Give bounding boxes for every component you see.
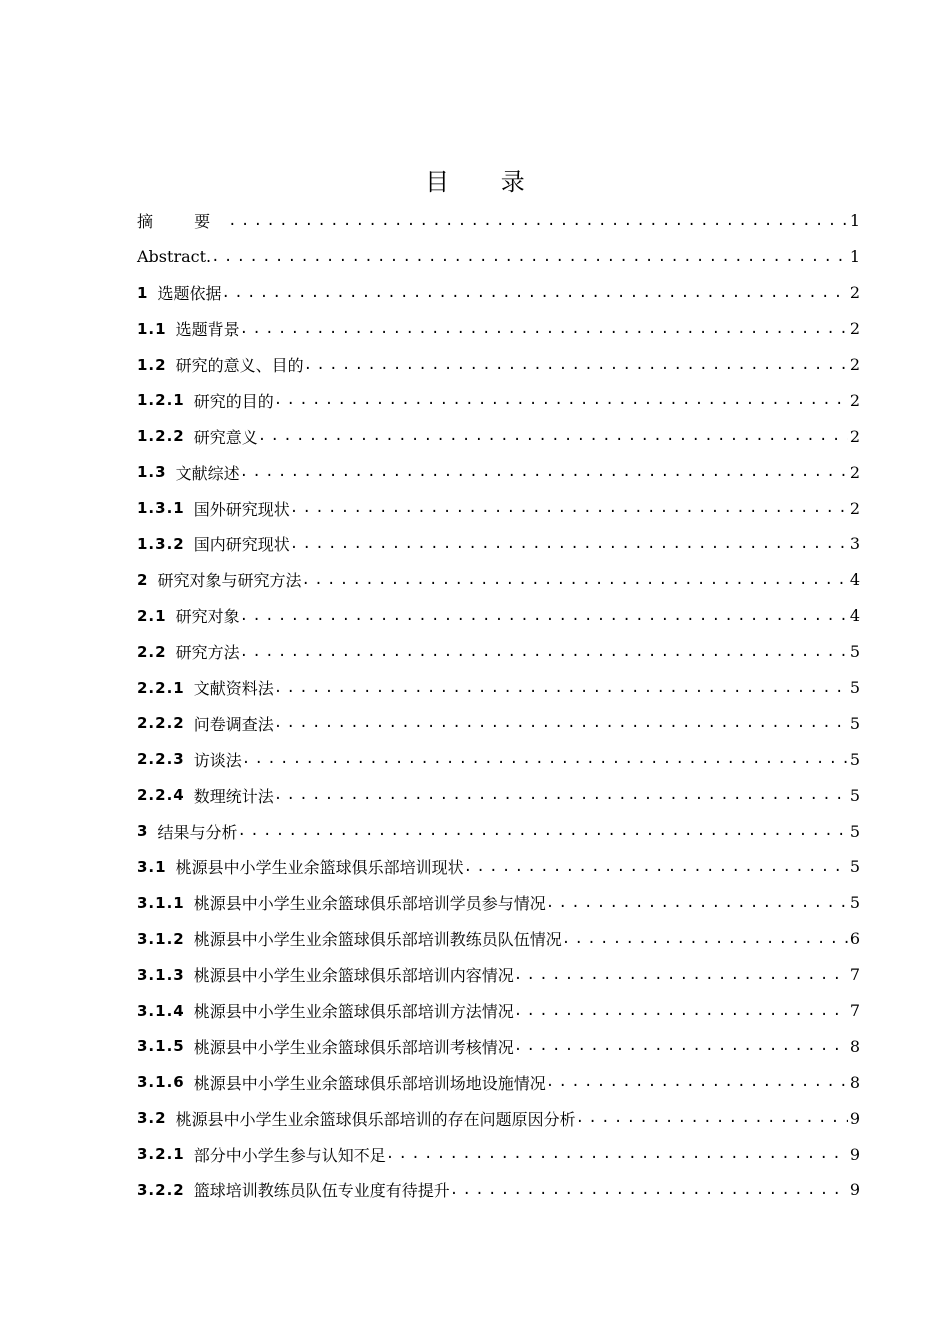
toc-entry[interactable] xyxy=(137,562,860,598)
toc-entry-label: 问卷调查法 xyxy=(193,714,274,734)
toc-entry-page-number: 4 xyxy=(849,606,860,626)
toc-entry-page-number: 4 xyxy=(849,570,860,590)
toc-entry-number: 3.1.5 xyxy=(137,1037,185,1056)
toc-entry-label: 数理统计法 xyxy=(193,786,274,806)
toc-entry-number: 2.2.2 xyxy=(137,714,185,733)
toc-entry-page-number: 5 xyxy=(849,785,860,805)
toc-entry-page-number: 5 xyxy=(849,821,860,841)
toc-entry-number: 3.1.6 xyxy=(137,1073,185,1092)
toc-entry-label: 篮球培训教练员队伍专业度有待提升 xyxy=(193,1181,450,1201)
toc-entry-label: 桃源县中小学生业余篮球俱乐部培训考核情况 xyxy=(193,1037,514,1057)
toc-entry-label: 桃源县中小学生业余篮球俱乐部培训现状 xyxy=(175,858,464,878)
toc-entry[interactable] xyxy=(137,1028,860,1064)
dot-leader xyxy=(258,428,848,444)
toc-entry-label: 国外研究现状 xyxy=(193,499,290,519)
toc-entry[interactable] xyxy=(137,454,860,490)
toc-entry-label: 研究意义 xyxy=(193,427,258,447)
toc-entry-number: 1.2.2 xyxy=(137,427,185,446)
dot-leader xyxy=(274,680,848,696)
dot-leader xyxy=(240,644,848,660)
table-of-contents xyxy=(137,203,860,1208)
toc-entry-page-number: 2 xyxy=(849,355,860,374)
toc-entry[interactable] xyxy=(137,885,860,921)
toc-entry[interactable] xyxy=(137,705,860,741)
dot-leader xyxy=(304,357,848,373)
toc-entry-label: 桃源县中小学生业余篮球俱乐部培训学员参与情况 xyxy=(193,894,546,914)
dot-leader xyxy=(211,249,848,265)
toc-entry-label: 桃源县中小学生业余篮球俱乐部培训方法情况 xyxy=(193,1002,514,1022)
dot-leader xyxy=(237,823,847,839)
toc-entry-page-number: 2 xyxy=(849,462,860,482)
toc-entry[interactable] xyxy=(137,275,860,311)
toc-entry-label: 研究方法 xyxy=(175,643,240,663)
dot-leader xyxy=(240,321,848,337)
toc-entry-label: 选题依据 xyxy=(157,284,222,304)
toc-entry[interactable] xyxy=(137,670,860,706)
dot-leader xyxy=(546,1074,848,1090)
toc-entry-number: 3.1 xyxy=(137,857,167,876)
dot-leader xyxy=(576,1110,848,1126)
toc-entry-page-number: 5 xyxy=(849,893,860,913)
toc-entry[interactable] xyxy=(137,598,860,634)
toc-entry-label: 访谈法 xyxy=(193,750,242,770)
toc-entry[interactable] xyxy=(137,203,860,239)
dot-leader xyxy=(242,751,848,767)
dot-leader xyxy=(240,608,848,624)
toc-entry[interactable] xyxy=(137,1172,860,1208)
dot-leader xyxy=(514,1038,848,1054)
toc-entry-page-number: 1 xyxy=(849,247,860,267)
toc-entry-number: 2 xyxy=(137,570,149,589)
dot-leader xyxy=(274,787,848,803)
dot-leader xyxy=(514,1003,848,1019)
toc-entry-label: 桃源县中小学生业余篮球俱乐部培训的存在问题原因分析 xyxy=(175,1109,576,1129)
dot-leader xyxy=(240,464,848,480)
toc-entry-number: 3.2.1 xyxy=(137,1145,185,1164)
toc-entry[interactable] xyxy=(137,490,860,526)
dot-leader xyxy=(514,967,848,983)
toc-entry-number: 1.1 xyxy=(137,319,167,338)
toc-entry[interactable] xyxy=(137,1136,860,1172)
toc-entry[interactable] xyxy=(137,741,860,777)
toc-entry-number: 1.2.1 xyxy=(137,391,185,410)
toc-title: 目 录 xyxy=(425,168,547,196)
toc-entry-label: Abstract. xyxy=(137,247,212,267)
toc-entry[interactable] xyxy=(137,849,860,885)
toc-entry-page-number: 5 xyxy=(849,642,860,662)
toc-entry-label: 桃源县中小学生业余篮球俱乐部培训场地设施情况 xyxy=(193,1073,546,1093)
toc-entry-number: 3.1.2 xyxy=(137,929,185,948)
dot-leader xyxy=(228,213,848,229)
toc-entry[interactable] xyxy=(137,239,860,275)
toc-entry-page-number: 7 xyxy=(849,965,860,985)
toc-entry-page-number: 2 xyxy=(849,319,860,339)
toc-entry-number: 2.2.3 xyxy=(137,750,185,769)
toc-entry-page-number: 5 xyxy=(849,713,860,733)
toc-entry[interactable] xyxy=(137,1100,860,1136)
toc-entry[interactable] xyxy=(137,957,860,993)
dot-leader xyxy=(386,1146,848,1162)
toc-entry-page-number: 8 xyxy=(849,1072,860,1092)
toc-entry-label: 部分中小学生参与认知不足 xyxy=(193,1145,386,1165)
toc-entry-page-number: 8 xyxy=(849,1036,860,1056)
toc-entry-page-number: 2 xyxy=(849,498,860,518)
toc-entry-page-number: 9 xyxy=(849,1180,860,1200)
toc-entry-number: 2.1 xyxy=(137,606,167,625)
toc-entry-label: 研究对象 xyxy=(175,607,240,627)
toc-entry-label: 研究的意义、目的 xyxy=(175,356,304,375)
toc-entry-page-number: 2 xyxy=(849,283,860,303)
toc-entry-label: 桃源县中小学生业余篮球俱乐部培训教练员队伍情况 xyxy=(193,930,562,950)
dot-leader xyxy=(290,536,848,552)
toc-entry-number: 3.1.3 xyxy=(137,965,185,984)
dot-leader xyxy=(290,500,848,516)
toc-entry[interactable] xyxy=(137,526,860,562)
toc-entry[interactable] xyxy=(137,921,860,957)
toc-entry-label: 选题背景 xyxy=(175,320,240,340)
toc-entry-page-number: 2 xyxy=(849,390,860,410)
toc-entry-page-number: 3 xyxy=(849,534,860,554)
toc-entry[interactable] xyxy=(137,777,860,813)
toc-entry[interactable] xyxy=(137,382,860,418)
dot-leader xyxy=(464,859,848,875)
toc-entry-page-number: 9 xyxy=(849,1144,860,1164)
toc-entry[interactable] xyxy=(137,813,860,849)
toc-entry-label: 桃源县中小学生业余篮球俱乐部培训内容情况 xyxy=(193,966,514,986)
toc-entry[interactable] xyxy=(137,1064,860,1100)
dot-leader xyxy=(562,931,848,947)
dot-leader xyxy=(301,572,847,588)
toc-entry-number: 1.2 xyxy=(137,355,167,374)
toc-entry[interactable] xyxy=(137,418,860,454)
toc-entry-label: 国内研究现状 xyxy=(193,535,290,555)
toc-entry[interactable] xyxy=(137,993,860,1029)
dot-leader xyxy=(274,715,848,731)
toc-entry-label: 结果与分析 xyxy=(157,822,238,842)
toc-entry-label: 文献资料法 xyxy=(193,679,274,699)
toc-entry-page-number: 2 xyxy=(849,426,860,446)
dot-leader xyxy=(450,1182,848,1198)
toc-entry-number: 1.3.1 xyxy=(137,499,185,518)
toc-entry-number: 2.2.4 xyxy=(137,786,185,805)
dot-leader xyxy=(546,895,848,911)
toc-entry-number: 1.3.2 xyxy=(137,534,185,553)
toc-entry-label: 文献综述 xyxy=(175,463,240,483)
toc-entry-label: 研究的目的 xyxy=(193,391,274,411)
toc-entry-number: 1.3 xyxy=(137,463,167,482)
toc-entry-number: 1 xyxy=(137,283,149,302)
dot-leader xyxy=(274,392,848,408)
toc-entry[interactable] xyxy=(137,634,860,670)
toc-entry-number: 2.2 xyxy=(137,642,167,661)
toc-entry-page-number: 5 xyxy=(849,678,860,698)
toc-entry-label: 研究对象与研究方法 xyxy=(157,571,302,591)
toc-entry-page-number: 9 xyxy=(849,1108,860,1128)
toc-entry-page-number: 5 xyxy=(849,749,860,769)
toc-entry-number: 3.2.2 xyxy=(137,1180,185,1199)
toc-entry-number: 3.2 xyxy=(137,1109,167,1128)
toc-entry-number: 3.1.1 xyxy=(137,893,185,912)
toc-entry-page-number: 5 xyxy=(849,857,860,877)
dot-leader xyxy=(221,285,847,301)
toc-entry-number: 2.2.1 xyxy=(137,678,185,697)
toc-entry-page-number: 6 xyxy=(849,929,860,949)
toc-entry-number: 3 xyxy=(137,822,149,841)
toc-entry[interactable] xyxy=(137,311,860,347)
toc-entry-number: 3.1.4 xyxy=(137,1001,185,1020)
toc-entry-page-number: 7 xyxy=(849,1001,860,1021)
toc-entry-label: 摘 要 xyxy=(137,212,229,232)
toc-entry[interactable] xyxy=(137,347,860,383)
toc-entry-page-number: 1 xyxy=(849,211,860,231)
